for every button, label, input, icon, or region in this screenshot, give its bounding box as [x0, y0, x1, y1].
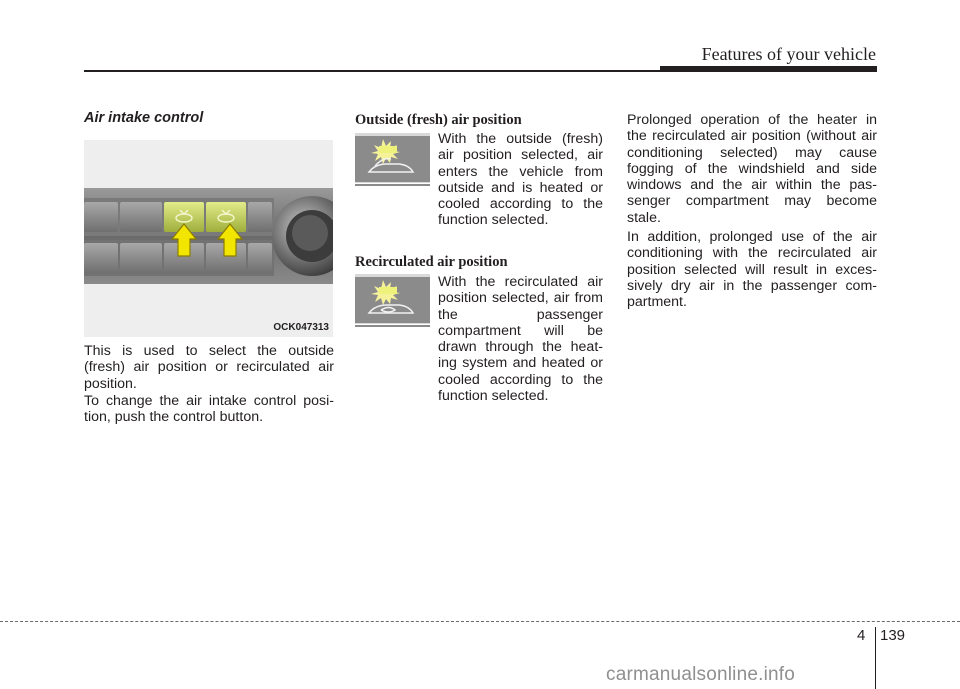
panel-figure: [84, 140, 333, 337]
watermark: carmanualsonline.info: [606, 664, 796, 685]
header-rule-thick: [660, 66, 877, 72]
header-rule: [84, 70, 661, 72]
control-panel-illustration: [84, 140, 333, 337]
recirc-air-text: With the recirculated air position selected, air from the passenger compartment will be drawn through the heat- ing system and heated or cooled according to the function selected.: [438, 274, 603, 405]
outside-air-text: With the outside (fresh) air position selected, air enters the vehicle from outside and is heated or cooled according to the function selected.: [438, 131, 603, 229]
footer-dashed-rule: [0, 621, 960, 622]
chapter-number: 4: [857, 627, 866, 644]
outside-air-indicator: [355, 133, 430, 189]
recirculated-air-icon: [355, 274, 430, 330]
page-number: 139: [880, 627, 906, 644]
recirc-air-heading: Recirculated air position: [355, 254, 508, 270]
section-heading: Air intake control: [84, 110, 204, 126]
figure-code: OCK047313: [273, 322, 329, 333]
col3-paragraph-1: Prolonged operation of the heater in the recirculated air position (without air conditioning selected) may cause fogging of the windshield and side windows and the air within the pas- senger compartment may become stale.: [627, 112, 877, 226]
header-title: Features of your vehicle: [701, 44, 876, 64]
outside-air-icon: [355, 133, 430, 189]
outside-air-heading: Outside (fresh) air position: [355, 112, 522, 128]
col1-paragraph-2: To change the air intake control posi- tion, push the control button.: [84, 393, 334, 426]
col1-paragraph-1: This is used to select the outside (fresh) air position or recirculated air position.: [84, 343, 334, 392]
page-separator: [875, 627, 876, 689]
recirc-air-indicator: [355, 274, 430, 330]
col3-paragraph-2: In addition, prolonged use of the air conditioning with the recirculated air position selected will result in exces- sively dry air in the passenger com- partment.: [627, 229, 877, 311]
